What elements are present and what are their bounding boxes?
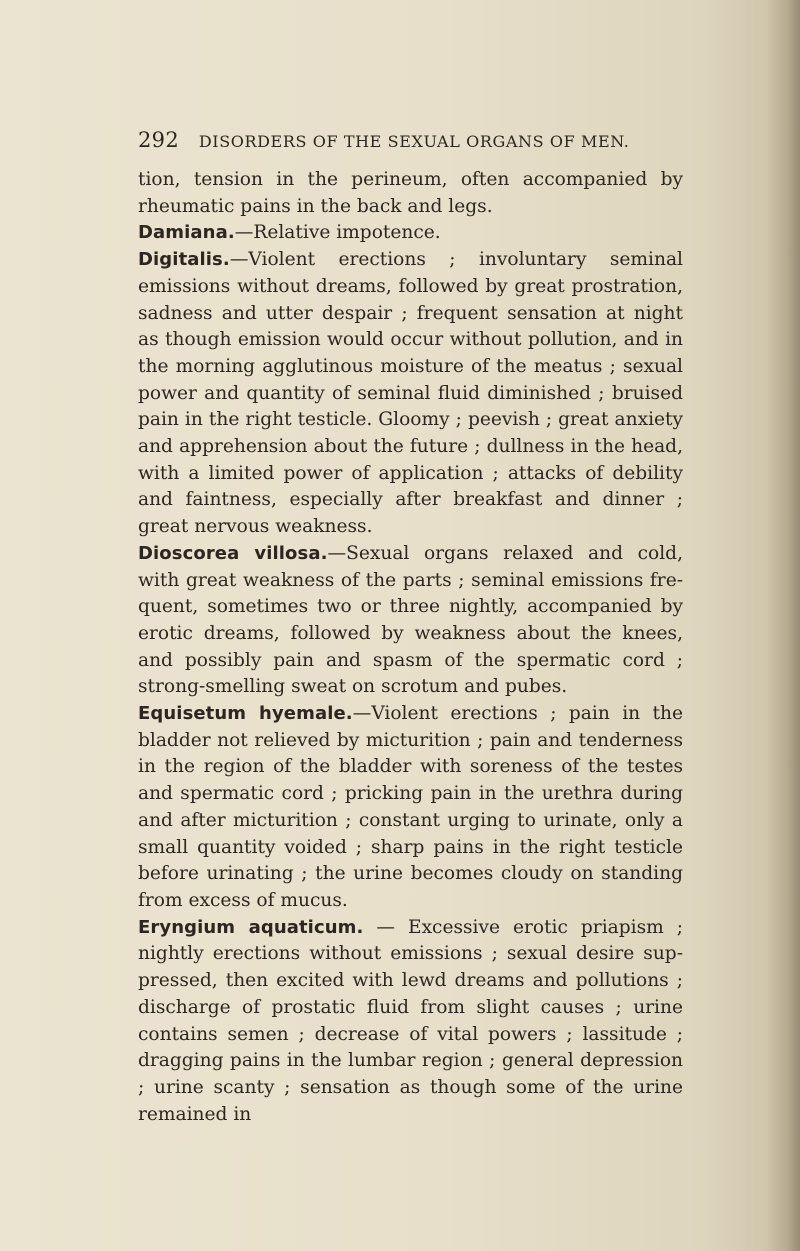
running-head: DISORDERS OF THE SEXUAL ORGANS OF MEN.: [198, 132, 630, 151]
remedy-name: Damiana.: [138, 222, 235, 244]
remedy-name: Eryngium aquaticum.: [138, 916, 364, 938]
entry-damiana: [138, 220, 683, 247]
entry-equisetum-hyemale: [138, 701, 683, 915]
entry-dioscorea-villosa: [138, 541, 683, 701]
remedy-name: Digitalis.: [138, 249, 230, 271]
remedy-description: —Sexual organs relaxed and cold, with great weakness of the parts ; seminal emissions frequent, sometimes two or three nightly, accompanied by erotic dreams, followed by weakness about the knees, and possibly pain and spasm of the spermatic cord ; strong-smelling sweat on scrotum and pubes.: [138, 542, 683, 698]
remedy-description: —Relative impotence.: [234, 222, 441, 244]
entry-eryngium-aquaticum: [138, 915, 683, 1129]
remedy-description: —Violent erections ; pain in the bladder not relieved by micturition ; pain and tenderness in the region of the bladder with soreness of the testes and spermatic cord ; pricking pain in the urethra during and after micturition ; constant urging to urinate, only a small quantity voided ; sharp pains in the right testicle before urinating ; the urine becomes cloudy on standing from excess of mucus.: [138, 703, 684, 911]
remedy-name: Dioscorea villosa.: [138, 542, 328, 564]
page-number: 292: [138, 128, 179, 152]
entry-digitalis: [138, 247, 683, 541]
continuation-paragraph: tion, tension in the perineum, often accompanied by rheumatic pains in the back and legs.: [138, 169, 683, 217]
page-header: [138, 128, 630, 152]
remedy-description: —Violent erections ; involuntary seminal emissions without dreams, followed by great prostration, sadness and utter despair ; frequent sensation at night as though emission would occur without pollution, and in the morning agglutinous moisture of the meatus ; sexual power and quantity of seminal fluid diminished ; bruised pain in the right testicle. Gloomy ; peevish ; great anxiety and apprehension about the future ; dullness in the head, with a limited power of application ; attacks of debility and faintness, especially after breakfast and dinner ; great nervous weakness.: [138, 249, 683, 538]
page-edge-shadow: [766, 0, 800, 1251]
remedy-name: Equisetum hyemale.: [138, 703, 353, 725]
body-text: [138, 167, 683, 1128]
remedy-description: — Excessive erotic priapism ; nightly erections without emissions ; sexual desire suppressed, then excited with lewd dreams and pollutions ; discharge of prostatic fluid from slight causes ; urine contains semen ; decrease of vital powers ; lassitude ; dragging pains in the lumbar region ; general depression ; urine scanty ; sensation as though some of the urine remained in: [138, 916, 683, 1125]
